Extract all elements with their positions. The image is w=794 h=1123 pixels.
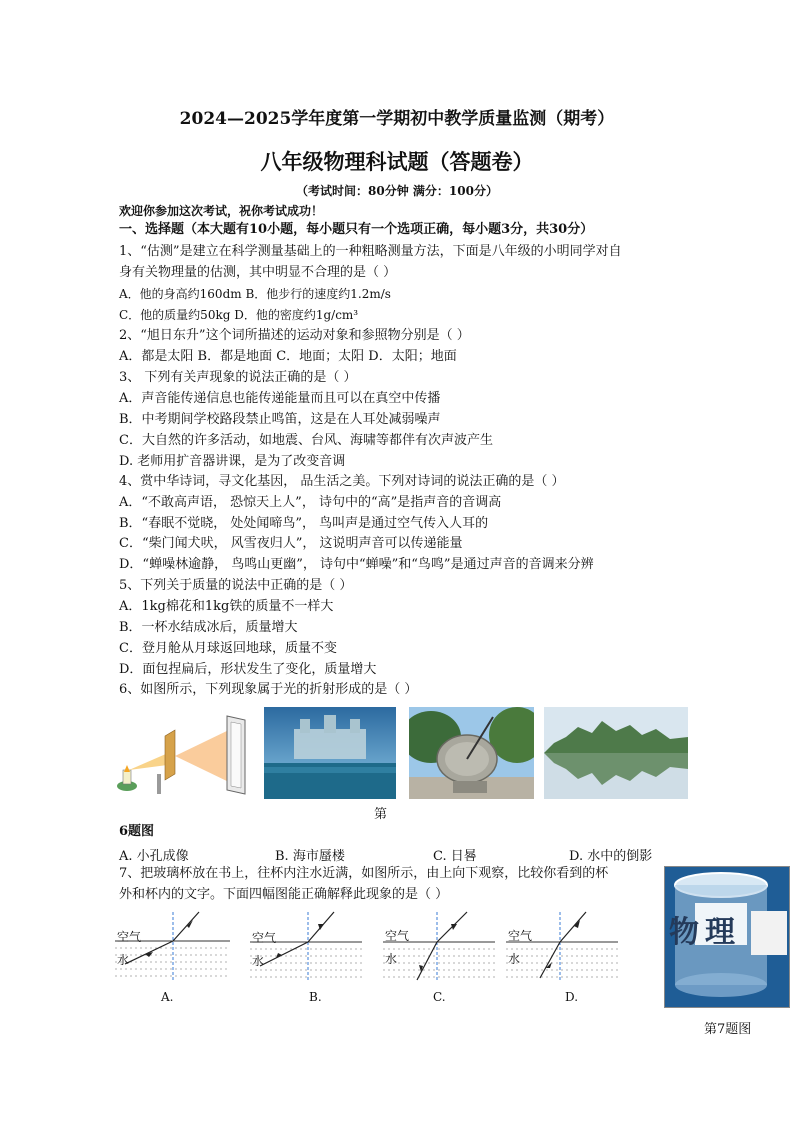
exam-subtitle: 八年级物理科试题（答题卷）	[260, 149, 534, 174]
pinhole-image	[115, 710, 255, 798]
question-5-option-b: B．一杯水结成冰后，质量增大	[119, 620, 298, 635]
choice-b-label: B.	[309, 990, 322, 1004]
question-3-option-c: C．大自然的许多活动，如地震、台风、海啸等都伴有次声波产生	[119, 433, 493, 448]
cup-text: 物理	[669, 915, 741, 950]
label-water-b: 水	[252, 954, 265, 968]
question-7-stem-line2: 外和杯内的文字。下面四幅图能正确解释此现象的是（ ）	[119, 887, 449, 902]
question-1-options-line2: C．他的质量约50kg D．他的密度约1g/cm³	[119, 308, 359, 322]
question-4-option-b: B．“春眠不觉晓， 处处闻啼鸟”， 鸟叫声是通过空气传入人耳的	[119, 516, 489, 531]
label-air-c: 空气	[385, 929, 410, 943]
greeting: 欢迎你参加这次考试，祝你考试成功！	[119, 204, 324, 218]
figure-6-caption-part2: 6题图	[119, 824, 155, 839]
refraction-diagram-c	[383, 910, 495, 985]
mirage-image	[264, 707, 396, 799]
question-4-option-d: D．“蝉噪林逾静， 鸟鸣山更幽”， 诗句中“蝉噪”和“鸟鸣”是通过声音的音调来分辨	[119, 557, 594, 572]
question-4-stem: 4、赏中华诗词，寻文化基因， 品生活之美。下列对诗词的说法正确的是（ ）	[119, 474, 565, 489]
question-5-option-a: A．1kg棉花和1kg铁的质量不一样大	[119, 599, 334, 614]
label-air-a: 空气	[117, 930, 142, 944]
question-4-option-c: C．“柴门闻犬吠， 风雪夜归人”， 这说明声音可以传递能量	[119, 536, 463, 551]
question-6-stem: 6、如图所示，下列现象属于光的折射形成的是（ ）	[119, 682, 418, 697]
question-7-stem-line1: 7、把玻璃杯放在书上，往杯内注水近满，如图所示，由上向下观察，比较你看到的杯	[119, 866, 609, 881]
refraction-diagram-a	[115, 910, 230, 985]
question-3-option-a: A．声音能传递信息也能传递能量而且可以在真空中传播	[119, 391, 441, 406]
figure-6-caption-part1: 第	[374, 807, 388, 822]
label-water-a: 水	[117, 953, 130, 967]
question-1-options-line1: A．他的身高约160dm B．他步行的速度约1.2m/s	[119, 287, 391, 301]
question-6-option-b: B. 海市蜃楼	[275, 849, 345, 864]
question-5-option-c: C．登月舱从月球返回地球，质量不变	[119, 641, 337, 656]
label-water-c: 水	[385, 952, 398, 966]
question-1-stem-line2: 身有关物理量的估测，其中明显不合理的是（ ）	[119, 265, 397, 280]
question-3-stem: 3、 下列有关声现象的说法正确的是（ ）	[119, 370, 357, 385]
question-4-option-a: A．“不敢高声语， 恐惊天上人”， 诗句中的“高”是指声音的音调高	[119, 495, 502, 510]
exam-info: （考试时间：80分钟 满分：100分）	[296, 184, 498, 198]
question-5-option-d: D．面包捏扁后，形状发生了变化，质量增大	[119, 662, 377, 677]
choice-a-label: A.	[161, 990, 174, 1004]
choice-c-label: C.	[433, 990, 446, 1004]
question-6-option-a: A. 小孔成像	[119, 849, 189, 864]
label-air-d: 空气	[508, 929, 533, 943]
figure-7-caption: 第7题图	[704, 1022, 752, 1037]
question-2-stem: 2、“旭日东升”这个词所描述的运动对象和参照物分别是（ ）	[119, 328, 470, 343]
refraction-diagram-b	[250, 910, 362, 985]
reflection-image	[544, 707, 688, 799]
question-6-option-d: D. 水中的倒影	[569, 849, 653, 864]
question-3-option-b: B．中考期间学校路段禁止鸣笛，这是在人耳处减弱噪声	[119, 412, 441, 427]
question-3-option-d: D. 老师用扩音器讲课，是为了改变音调	[119, 454, 346, 469]
section-heading: 一、选择题（本大题有10小题，每小题只有一个选项正确，每小题3分，共30分）	[119, 222, 594, 237]
label-air-b: 空气	[252, 931, 277, 945]
question-2-options: A．都是太阳 B．都是地面 C．地面；太阳 D．太阳；地面	[119, 349, 457, 364]
question-1-stem-line1: 1、“估测”是建立在科学测量基础上的一种粗略测量方法，下面是八年级的小明同学对自	[119, 244, 622, 259]
question-5-stem: 5、下列关于质量的说法中正确的是（ ）	[119, 578, 353, 593]
sundial-image	[409, 707, 534, 799]
exam-title: 2024—2025学年度第一学期初中教学质量监测（期考）	[179, 109, 615, 129]
label-water-d: 水	[508, 952, 521, 966]
refraction-diagram-d	[506, 910, 618, 985]
choice-d-label: D.	[565, 990, 579, 1004]
question-6-option-c: C. 日晷	[433, 849, 477, 864]
